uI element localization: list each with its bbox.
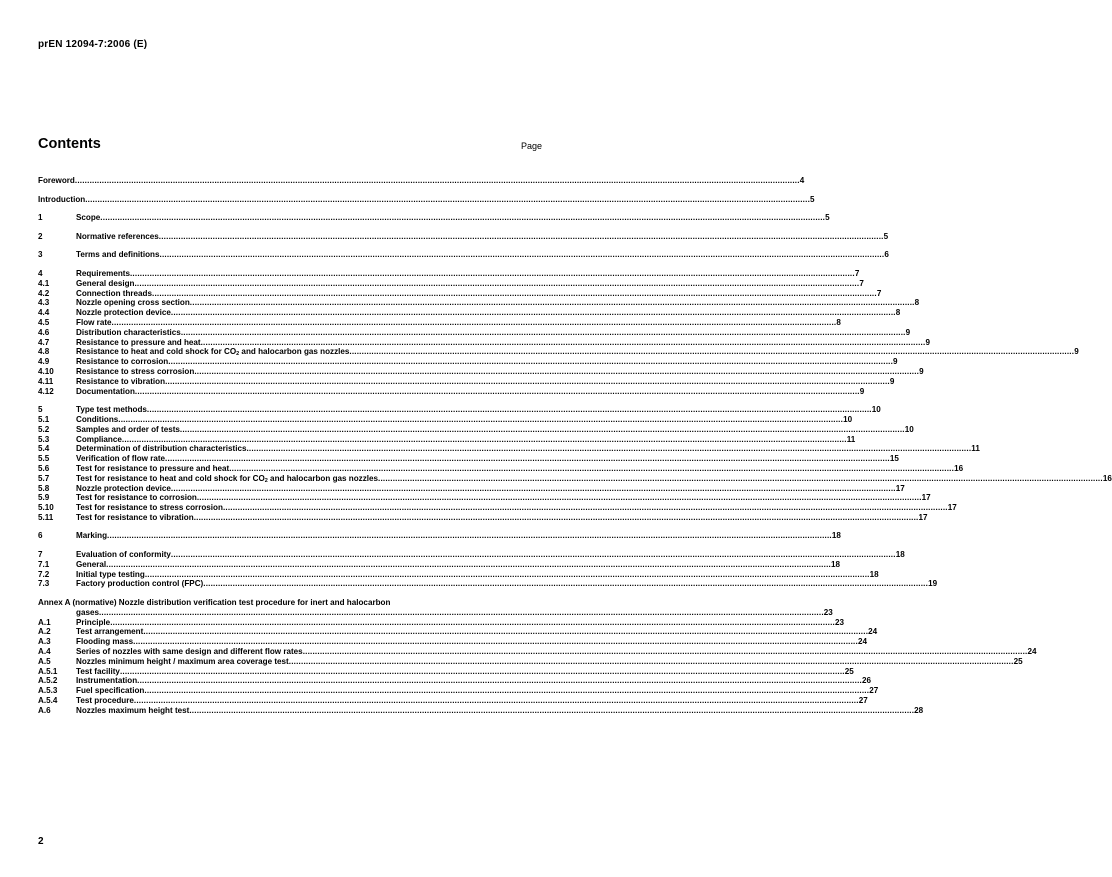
annex-a-title-line2 — [38, 607, 833, 618]
toc-leader-dots — [135, 387, 860, 397]
toc-entry-page: 24 — [857, 637, 867, 647]
toc-leader-dots — [75, 176, 800, 186]
toc-entry-number: A.5.3 — [38, 686, 58, 696]
toc-leader-dots — [106, 560, 831, 570]
toc-entry-title: Determination of distribution characteristics — [76, 444, 247, 454]
toc-entry-page: 7 — [859, 278, 864, 288]
toc-entry-page: 27 — [869, 686, 879, 696]
toc-leader-dots — [303, 647, 1028, 657]
toc-entry-page: 9 — [889, 376, 895, 386]
toc-leader-dots — [181, 328, 906, 338]
toc-leader-dots — [160, 250, 885, 260]
toc-entry-title: Samples and order of tests — [76, 424, 180, 434]
toc-entry[interactable] — [38, 414, 853, 425]
toc-entry-page: 9 — [893, 357, 898, 367]
contents-title: Contents — [38, 136, 101, 152]
toc-entry-title: Requirements — [76, 268, 130, 278]
toc-entry-number: A.1 — [38, 617, 51, 627]
toc-leader-dots — [133, 637, 858, 647]
toc-leader-dots — [189, 706, 914, 716]
toc-entry-number: 6 — [38, 531, 43, 541]
toc-entry-page: 18 — [869, 569, 879, 579]
toc-entry-title: Test for resistance to pressure and heat — [76, 463, 230, 473]
toc-entry-number: 5.8 — [38, 483, 50, 493]
toc-entry[interactable] — [38, 337, 930, 348]
toc-entry-title: Test for resistance to corrosion — [76, 493, 197, 503]
toc-entry-page: 10 — [843, 414, 853, 424]
toc-entry[interactable] — [38, 656, 1023, 667]
toc-leader-dots — [171, 308, 896, 318]
toc-entry[interactable] — [38, 463, 964, 474]
toc-leader-dots — [107, 531, 832, 541]
toc-entry[interactable] — [38, 617, 845, 628]
toc-entry-title: Principle — [76, 617, 111, 627]
toc-entry-title: Type test methods — [76, 405, 147, 415]
toc-entry-page: 25 — [844, 666, 854, 676]
toc-entry-page: 24 — [868, 627, 878, 637]
toc-entry-title: Resistance to corrosion — [76, 357, 169, 367]
toc-entry-page: 16 — [1102, 473, 1112, 483]
toc-entry[interactable] — [38, 454, 899, 464]
toc-leader-dots — [171, 484, 896, 494]
toc-entry-title-part: Test for resistance to heat and cold shock for CO — [76, 473, 265, 483]
toc-entry[interactable] — [38, 637, 867, 647]
toc-entry[interactable] — [38, 424, 914, 435]
toc-leader-dots — [137, 676, 862, 686]
toc-entry-page: 28 — [914, 705, 924, 715]
toc-leader-dots — [85, 195, 810, 205]
toc-leader-dots — [201, 338, 926, 348]
toc-entry[interactable] — [38, 317, 841, 328]
page-number: 2 — [38, 836, 44, 847]
toc-entry[interactable] — [38, 268, 860, 279]
toc-entry-number: A.5.4 — [38, 696, 58, 706]
toc-entry-page: 9 — [905, 327, 911, 337]
toc-entry[interactable] — [38, 194, 815, 205]
toc-entry-number: 4.6 — [38, 327, 50, 337]
toc-leader-dots — [143, 627, 868, 637]
toc-entry[interactable] — [38, 550, 905, 560]
table-of-contents — [38, 176, 1112, 716]
toc-entry-number: 4.10 — [38, 366, 54, 376]
toc-entry[interactable] — [38, 473, 1112, 484]
toc-entry-title: Foreword — [38, 176, 75, 185]
toc-entry-title-part: and halocarbon gas nozzles — [267, 473, 378, 483]
toc-entry[interactable] — [38, 176, 805, 186]
toc-leader-dots — [171, 550, 896, 560]
toc-entry-number: 7 — [38, 550, 43, 560]
toc-entry[interactable] — [38, 288, 882, 299]
toc-entry-number: 5.10 — [38, 503, 54, 513]
toc-entry-page: 10 — [871, 405, 881, 415]
toc-entry-number: 4.1 — [38, 278, 50, 288]
toc-entry-subscript: 2 — [236, 351, 240, 358]
toc-entry-number: 4.9 — [38, 357, 50, 367]
toc-leader-dots — [349, 347, 1074, 357]
annex-a-heading[interactable] — [38, 598, 833, 618]
toc-entry-number: 5.1 — [38, 414, 50, 424]
toc-entry[interactable] — [38, 627, 878, 637]
toc-entry-number: 4.3 — [38, 298, 50, 308]
toc-entry[interactable] — [38, 531, 841, 541]
toc-entry-title: Evaluation of conformity — [76, 550, 171, 560]
toc-entry-number: 5.7 — [38, 473, 50, 483]
toc-entry-page: 11 — [846, 434, 856, 444]
toc-entry-title: Resistance to stress corrosion — [76, 366, 195, 376]
toc-leader-dots — [100, 213, 825, 223]
toc-entry[interactable] — [38, 434, 856, 445]
toc-entry-title: Nozzles maximum height test — [76, 705, 190, 715]
toc-entry[interactable] — [38, 347, 1079, 358]
toc-leader-dots — [180, 425, 905, 435]
toc-entry[interactable] — [38, 569, 879, 580]
document-header: prEN 12094-7:2006 (E) — [38, 39, 148, 50]
toc-entry-title: Introduction — [38, 194, 86, 204]
toc-entry-page: 9 — [919, 366, 924, 376]
toc-entry-number: 5.3 — [38, 434, 50, 444]
toc-entry-page: 8 — [836, 317, 841, 327]
toc-leader-dots — [152, 289, 877, 299]
toc-entry[interactable] — [38, 493, 931, 503]
toc-entry[interactable] — [38, 559, 840, 570]
toc-leader-dots — [223, 503, 948, 513]
toc-entry-number: A.5 — [38, 656, 51, 666]
toc-entry[interactable] — [38, 376, 895, 387]
toc-entry-number: A.5.1 — [38, 666, 58, 676]
toc-leader-dots — [144, 686, 869, 696]
toc-entry-page: 16 — [954, 463, 964, 473]
toc-leader-dots — [145, 570, 870, 580]
toc-entry-title: Flow rate — [76, 317, 112, 327]
toc-entry-page: 17 — [921, 493, 931, 503]
toc-entry-number: 5.11 — [38, 512, 54, 522]
toc-entry-title: Nozzle opening cross section — [76, 298, 190, 308]
toc-entry-number: A.5.2 — [38, 676, 58, 686]
toc-entry-page: 26 — [861, 676, 871, 686]
toc-entry-page: 5 — [810, 194, 815, 204]
toc-entry-number: 5.5 — [38, 454, 50, 464]
toc-entry-page: 5 — [883, 231, 889, 241]
toc-entry-page: 18 — [830, 559, 840, 569]
toc-entry-number: 4.8 — [38, 347, 50, 357]
toc-leader-dots — [168, 357, 893, 367]
toc-entry-number: A.6 — [38, 705, 51, 715]
toc-entry-page: 19 — [928, 579, 938, 589]
toc-entry[interactable] — [38, 696, 868, 706]
toc-leader-dots — [134, 696, 859, 706]
toc-entry-number: 5.9 — [38, 493, 50, 503]
toc-entry-title: Test for resistance to vibration — [76, 512, 194, 522]
toc-entry-page: 7 — [876, 288, 882, 298]
toc-entry[interactable] — [38, 503, 957, 513]
toc-entry-number: 4.12 — [38, 386, 54, 396]
toc-entry-page: 8 — [895, 308, 901, 318]
toc-entry-title: Documentation — [76, 386, 135, 396]
toc-entry-number: 4.7 — [38, 337, 50, 347]
toc-entry-number: 7.2 — [38, 569, 50, 579]
toc-entry[interactable] — [38, 483, 905, 494]
toc-entry-page: 25 — [1013, 656, 1023, 666]
toc-entry-title: Resistance to vibration — [76, 376, 166, 386]
toc-entry[interactable] — [38, 327, 911, 338]
toc-leader-dots — [194, 367, 919, 377]
toc-entry[interactable] — [38, 213, 830, 223]
page-column-label: Page — [521, 141, 543, 151]
toc-entry-title: Scope — [76, 213, 101, 223]
toc-entry-title: Flooding mass — [76, 637, 134, 647]
toc-entry[interactable] — [38, 676, 871, 686]
toc-entry-page: 17 — [895, 483, 905, 493]
toc-entry-title: Test for resistance to stress corrosion — [76, 503, 223, 513]
toc-entry-page: 18 — [895, 550, 905, 560]
toc-leader-dots — [110, 618, 835, 628]
toc-entry-page: 15 — [889, 454, 899, 464]
toc-entry[interactable] — [38, 231, 889, 242]
toc-entry-page: 23 — [835, 617, 845, 627]
toc-entry[interactable] — [38, 386, 865, 397]
toc-entry-title: Instrumentation — [76, 676, 138, 686]
toc-entry-title: Conditions — [76, 414, 119, 424]
toc-entry[interactable] — [38, 405, 881, 415]
toc-entry-number: 3 — [38, 250, 43, 260]
toc-entry-title: Nozzle protection device — [76, 308, 171, 318]
toc-entry[interactable] — [38, 278, 864, 289]
toc-entry-page: 9 — [859, 386, 865, 396]
toc-entry-title: Verification of flow rate — [76, 454, 166, 464]
toc-entry-page: 23 — [823, 607, 833, 617]
toc-entry-title: Distribution characteristics — [76, 327, 181, 337]
toc-leader-dots — [289, 657, 1014, 667]
toc-leader-dots — [159, 232, 884, 242]
toc-leader-dots — [118, 415, 843, 425]
toc-leader-dots — [203, 579, 928, 589]
toc-entry-title: Compliance — [76, 434, 122, 444]
toc-leader-dots — [197, 493, 922, 503]
toc-entry-page: 7 — [854, 268, 860, 278]
toc-entry-number: 4.11 — [38, 376, 54, 386]
toc-entry[interactable] — [38, 705, 924, 716]
toc-leader-dots — [165, 377, 890, 387]
toc-entry-title: Initial type testing — [76, 569, 145, 579]
toc-leader-dots — [122, 435, 847, 445]
toc-entry[interactable] — [38, 579, 938, 589]
toc-entry-page: 8 — [914, 298, 920, 308]
toc-entry-page: 6 — [884, 250, 889, 260]
toc-entry-number: 2 — [38, 231, 43, 241]
toc-entry-number: 7.1 — [38, 559, 50, 569]
toc-entry-number: 5.4 — [38, 444, 50, 454]
toc-entry-title: Test procedure — [76, 696, 134, 706]
toc-entry-page: 18 — [831, 531, 841, 541]
toc-entry-title: Factory production control (FPC) — [76, 579, 204, 589]
toc-entry-number: 4.4 — [38, 308, 50, 318]
toc-entry-number: A.4 — [38, 647, 51, 657]
toc-leader-dots — [120, 667, 845, 677]
toc-leader-dots — [130, 269, 855, 279]
toc-entry-number: A.3 — [38, 637, 51, 647]
toc-entry-title: Fuel specification — [76, 686, 145, 696]
toc-entry-number: 7.3 — [38, 579, 50, 589]
toc-entry-title-part: Resistance to heat and cold shock for CO — [76, 347, 237, 357]
toc-entry-title: Test facility — [76, 666, 120, 676]
toc-leader-dots — [112, 318, 837, 328]
toc-entry-page: 9 — [1074, 347, 1079, 357]
toc-entry-number: 4.2 — [38, 288, 50, 298]
toc-entry[interactable] — [38, 298, 920, 308]
toc-entry-title: Normative references — [76, 231, 159, 241]
toc-leader-dots — [134, 279, 859, 289]
toc-entry-number: 5.6 — [38, 463, 50, 473]
toc-entry-title: Terms and definitions — [76, 250, 160, 260]
toc-entry[interactable] — [38, 647, 1037, 657]
toc-leader-dots — [229, 464, 954, 474]
toc-entry[interactable] — [38, 444, 980, 454]
toc-entry-page: 4 — [799, 176, 805, 185]
toc-leader-dots — [378, 474, 1103, 484]
toc-entry[interactable] — [38, 666, 854, 677]
toc-entry-number: 5.2 — [38, 424, 50, 434]
toc-entry-title: Series of nozzles with same design and different flow rates — [76, 647, 303, 657]
toc-entry-number: A.2 — [38, 627, 51, 637]
toc-entry-number: 5 — [38, 405, 43, 415]
toc-entry-page: 17 — [947, 503, 957, 513]
toc-leader-dots — [147, 405, 872, 415]
toc-leader-dots — [190, 298, 915, 308]
toc-entry[interactable] — [38, 308, 901, 318]
toc-leader-dots — [99, 608, 824, 618]
toc-entry-page: 10 — [904, 424, 914, 434]
toc-entry[interactable] — [38, 357, 898, 367]
toc-entry-number: 1 — [38, 213, 43, 223]
toc-entry-title — [76, 474, 378, 484]
toc-entry-title: Test arrangement — [76, 627, 144, 637]
toc-entry-page: 24 — [1027, 647, 1037, 657]
toc-entry[interactable] — [38, 686, 879, 696]
toc-entry[interactable] — [38, 250, 889, 260]
toc-entry-number: 4 — [38, 268, 43, 278]
toc-entry-page: 5 — [825, 213, 830, 223]
toc-entry-page: 27 — [858, 696, 868, 706]
toc-entry-page: 17 — [918, 512, 928, 522]
toc-leader-dots — [246, 444, 971, 454]
toc-entry-title: General — [76, 559, 107, 569]
toc-entry[interactable] — [38, 512, 928, 523]
toc-entry-title: General design — [76, 278, 135, 288]
toc-entry-title — [76, 347, 349, 357]
toc-entry-title: Connection threads — [76, 288, 152, 298]
toc-leader-dots — [165, 454, 890, 464]
toc-entry-title: Marking — [76, 531, 108, 541]
toc-leader-dots — [194, 513, 919, 523]
annex-a-title-line1: Annex A (normative) Nozzle distribution verification test procedure for inert and halocarbon — [38, 598, 391, 608]
toc-entry-page: 11 — [971, 444, 980, 454]
toc-entry-subscript: 2 — [264, 477, 268, 484]
toc-entry-number: 4.5 — [38, 317, 50, 327]
toc-entry[interactable] — [38, 366, 924, 377]
annex-a-title-continued: gases — [76, 607, 99, 617]
toc-entry-page: 9 — [925, 337, 930, 347]
toc-entry-title: Nozzle protection device — [76, 483, 171, 493]
toc-entry-title: Resistance to pressure and heat — [76, 337, 201, 347]
toc-entry-title-part: and halocarbon gas nozzles — [239, 347, 350, 357]
toc-entry-title: Nozzles minimum height / maximum area coverage test — [76, 656, 289, 666]
